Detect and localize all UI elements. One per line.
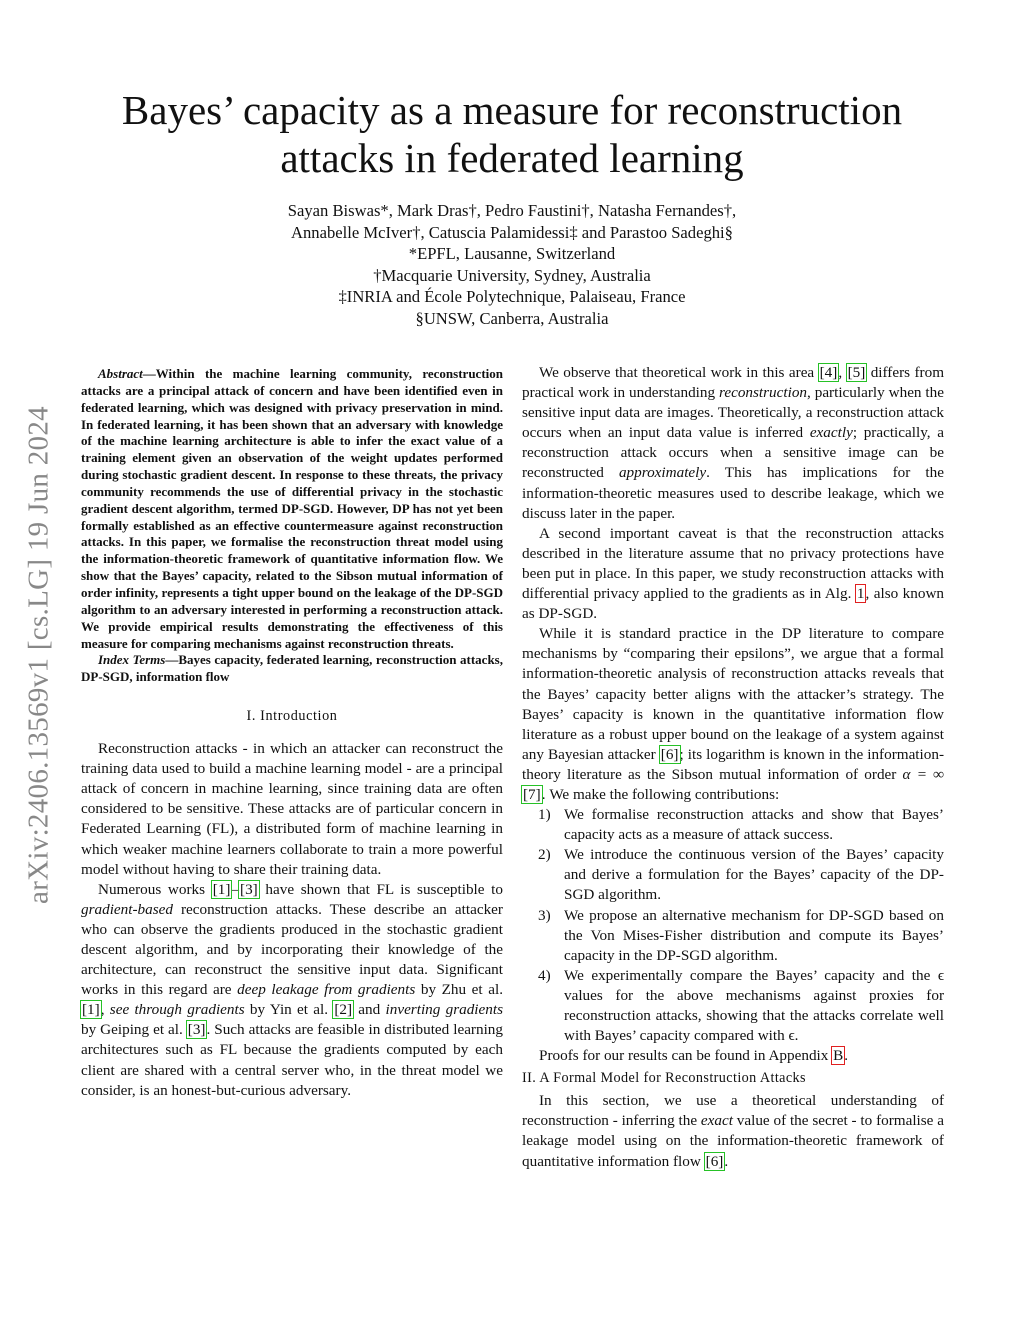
index-terms-lead: Index Terms (98, 652, 166, 668)
author-line-2: Annabelle McIver†, Catuscia Palamidessi‡ and Parastoo Sadeghi§ (291, 222, 733, 242)
emphasis: deep leakage from gradients (237, 981, 416, 999)
list-item (522, 906, 944, 966)
right-paragraph-1 (522, 363, 944, 524)
emphasis: gradient-based (81, 900, 173, 918)
arxiv-sidebar (14, 360, 64, 950)
emphasis: exactly (809, 424, 853, 442)
text-run: . (724, 1152, 729, 1170)
text-run: differs from practical work in understanding (522, 364, 945, 402)
list-number: 1) (538, 806, 551, 824)
author-line-1: Sayan Biswas*, Mark Dras†, Pedro Faustini†, Natasha Fernandes†, (287, 201, 737, 220)
text-run: . We make the following contributions: (541, 785, 780, 803)
affiliation-epfl: *EPFL, Lausanne, Switzerland (408, 244, 616, 263)
list-item-text: We propose an alternative mechanism for DP-SGD based on the Von Mises-Fisher distribution and compute its Bayes’ capacity in the DP-SGD algorithm. (564, 906, 944, 964)
text-run: Numerous works (98, 880, 212, 898)
affiliation-inria: ‡INRIA and École Polytechnique, Palaiseau, France (338, 287, 686, 306)
emphasis: reconstruction (718, 384, 808, 402)
emphasis: approximately (618, 464, 707, 482)
algorithm-link[interactable]: 1 (856, 585, 865, 603)
author-block (160, 200, 864, 329)
appendix-link[interactable]: B (833, 1047, 844, 1065)
citation-link[interactable]: [3] (187, 1021, 206, 1039)
text-run: ; practically, a reconstruction attack occurs when a sensitive image can be reconstructed (522, 424, 945, 482)
text-run: While it is standard practice in the DP literature to compare mechanisms by “comparing their epsilons”, we argue that a formal information-theoretic analysis of reconstruction attacks reveals that the Bayes’ capacity better aligns with the attacker’s strategy. The Bayes’ capacity is known in the quantitative information flow literature as a robust upper bound on the leakage of a system against any Bayesian attacker (522, 625, 944, 763)
intro-paragraph-2 (81, 880, 503, 1101)
text-run: . Such attacks are feasible in distributed learning architectures such as FL because the gradients computed by each client are shared with a central server who, in the threat model we consider, is an honest-but-curious adversary. (81, 1021, 503, 1099)
text-run: by Geiping et al. (81, 1021, 187, 1039)
text-run: have shown that FL is susceptible to (258, 880, 503, 898)
paper-title (60, 86, 964, 182)
section-heading-introduction: I. Introduction (246, 708, 338, 725)
text-run: A second important caveat is that the reconstruction attacks described in the literature assume that no privacy protections have been put in place. In this paper, we study reconstruction attacks with differential privacy applied to the gradients as in Alg. (522, 524, 944, 603)
list-item-text: We experimentally compare the Bayes’ capacity and the ϵ values for the above mechanisms against proxies for reconstruction attacks, showing that the attacks correlate well with Bayes’ capacity compared with ϵ. (564, 966, 944, 1045)
emphasis: inverting gradients (385, 1001, 503, 1019)
citation-link[interactable]: [1] (82, 1001, 100, 1019)
text-run: by Yin et al. (244, 1001, 334, 1019)
text-run: We observe that theoretical work in this area (539, 364, 819, 381)
index-terms-text: —Bayes capacity, federated learning, reconstruction attacks, DP-SGD, information flow (81, 652, 503, 685)
affiliation-macquarie: †Macquarie University, Sydney, Australia (373, 265, 651, 285)
section-heading-formal-model: II. A Formal Model for Reconstruction Attacks (522, 1070, 806, 1087)
list-item (522, 805, 944, 845)
text-run: , (100, 1001, 110, 1019)
citation-link[interactable]: [7] (523, 785, 541, 803)
text-run: – (231, 880, 240, 898)
title-line-2: attacks in federated learning (280, 135, 744, 181)
list-number: 3) (538, 906, 551, 924)
right-paragraph-3 (522, 624, 944, 805)
list-number: 4) (538, 966, 551, 984)
text-run: reconstruction attacks. These describe an attacker who can observe the gradients produced in the stochastic gradient descent algorithm, and by incorporating their knowledge of the architecture, can reconstruct the sensitive input data. Significant works in this regard are (81, 900, 503, 999)
text-run: value of the secret - to formalise a leakage model using on the information-theoretic framework of quantitative information flow (522, 1112, 944, 1170)
text-run: . This has implications for the information-theoretic measures used to describe leakage, which we discuss later in the paper. (522, 464, 944, 522)
text-run: , also known as DP-SGD. (522, 585, 945, 623)
citation-link[interactable]: [4] (819, 364, 838, 381)
text-run: . (844, 1047, 849, 1065)
text-run: , (838, 364, 847, 381)
list-item-text: We formalise reconstruction attacks and show that Bayes’ capacity acts as a measure of attack success. (564, 806, 944, 844)
text-run: and (353, 1001, 386, 1019)
citation-link[interactable]: [2] (334, 1001, 353, 1019)
math-alpha-infinity: α = ∞ (902, 765, 944, 783)
abstract-lead: Abstract (98, 366, 143, 381)
contributions-list (522, 805, 944, 1046)
abstract (81, 366, 503, 652)
abstract-text: —Within the machine learning community, reconstruction attacks are a principal attack of concern and have been identified even in federated learning, which was designed with privacy preservation in mind. In federated learning, it has been shown that an adversary with knowledge of the machine learning architecture is able to infer the exact value of a training element given an observation of the weight updates performed during stochastic gradient descent. In response to these threats, the privacy community recommends the use of differential privacy in the stochastic gradient descent algorithm, termed DP-SGD. However, DP has not yet been formally established as an effective countermeasure against reconstruction attacks. In this paper, we formalise the reconstruction threat model using the information-theoretic framework of quantitative information flow. We show that the Bayes’ capacity, related to the Sibson mutual information of order infinity, represents a tight upper bound on the leakage of the DP-SGD algorithm to an adversary interested in performing a reconstruction attack. We provide empirical results demonstrating the effectiveness of this measure for comparing mechanisms against reconstruction threats. (81, 366, 503, 651)
citation-link[interactable]: [1] (212, 880, 231, 898)
proofs-paragraph (522, 1046, 944, 1066)
list-item (522, 966, 944, 1046)
text-run: ; its logarithm is known in the information-theory literature as the Sibson mutual information of order (522, 745, 944, 783)
text-run: , particularly when the sensitive input data are images. Theoretically, a reconstruction attack occurs when an input data value is inferred (522, 384, 944, 442)
list-item-text: We introduce the continuous version of the Bayes’ capacity and derive a formulation for the Bayes’ capacity of the DP-SGD algorithm. (564, 846, 944, 904)
text-run: In this section, we use a theoretical understanding of reconstruction - inferring the (522, 1092, 944, 1130)
affiliation-unsw: §UNSW, Canberra, Australia (415, 308, 609, 328)
right-paragraph-2 (522, 524, 944, 624)
list-number: 2) (538, 846, 551, 864)
text-run: by Zhu et al. (415, 981, 503, 999)
citation-link[interactable]: [5] (847, 364, 866, 381)
citation-link[interactable]: [6] (660, 745, 679, 763)
index-terms (81, 652, 503, 686)
citation-link[interactable]: [6] (705, 1152, 724, 1170)
text-run: Proofs for our results can be found in Appendix (539, 1047, 833, 1065)
citation-link[interactable]: [3] (240, 880, 258, 898)
arxiv-identifier: arXiv:2406.13569v1 [cs.LG] 19 Jun 2024 (22, 406, 55, 904)
right-column (522, 363, 944, 1172)
left-column (81, 366, 503, 1101)
emphasis: exact (700, 1112, 733, 1130)
emphasis: see through gradients (109, 1001, 245, 1019)
right-paragraph-4 (522, 1091, 944, 1171)
list-item (522, 845, 944, 905)
title-line-1: Bayes’ capacity as a measure for reconstruction (121, 87, 903, 133)
intro-paragraph-1: Reconstruction attacks - in which an attacker can reconstruct the training data used to build a machine learning model - are a principal attack of concern in machine learning, since training data are often considered to be sensitive. These attacks are of particular concern in Federated Learning (FL), a distributed form of machine learning in which weaker machine learners collaborate to train a more powerful model without having to share their training data. (81, 740, 503, 878)
